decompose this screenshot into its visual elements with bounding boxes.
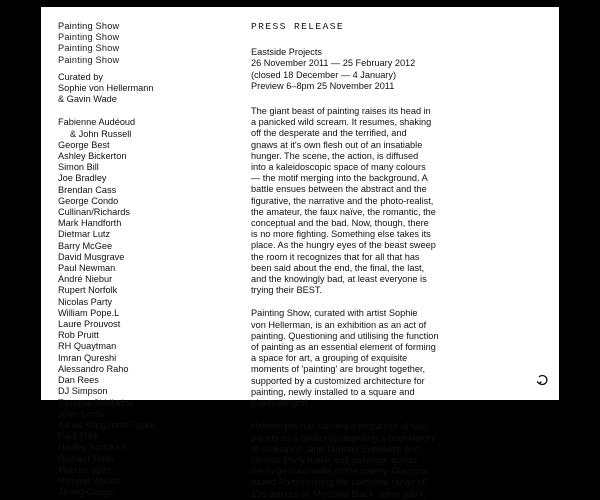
artist-name: Hayley Tompkins [58,442,128,453]
artist-name: Dietmar Lutz [58,229,111,240]
artist-name: Ashley Bickerton [58,151,127,162]
text-line: Hellermann has painted a sequence of wall [251,421,427,432]
paragraph-1 [251,106,541,296]
artist-name: Zheng Guogu [58,487,115,498]
text-line: battle ensues between the abstract and the [251,184,427,195]
artist-name: George Best [58,139,110,150]
text-line: 136 colours of 'Montana Black' spray paint, [251,488,426,499]
paragraph-3 [251,421,541,499]
show-title-echo: Painting Show [58,32,120,43]
venue-details [251,47,541,92]
artist-name: Rupert Norfolk [58,285,118,296]
artist-name: Cullinan/Richards [58,207,131,218]
artist-name: DJ Simpson [58,386,108,397]
text-line: a panicked wild scream. It resumes, shaking [251,117,432,128]
artist-name: Alexis Marguerite Teplin [58,419,156,430]
left-column [58,21,258,498]
press-release-heading: PRESS RELEASE [251,21,345,32]
artist-name: Paul Newman [58,263,116,274]
curated-line: & Gavin Wade [58,94,117,105]
artist-name: David Musgrave [58,251,125,262]
artist-name: RH Quaytman [58,341,117,352]
artist-name: Alessandro Raho [58,363,129,374]
text-line: — the motif merging into the background. A [251,173,428,184]
text-line: trying their BEST. [251,285,322,296]
text-line: gnaws at it's own flesh out of an insatiable [251,139,423,150]
artist-name: Brendan Cass [58,184,117,195]
show-title [58,21,258,66]
right-column [251,21,541,500]
text-line: Nicolas Party make wall paintings across [251,454,418,465]
press-release-page [41,7,559,499]
show-title-echo: Painting Show [58,43,120,54]
artist-name: André Niebur [58,274,113,285]
text-line: figurative, the narrative and the photo-realist, [251,195,434,206]
artist-name: Josh Smith [58,408,104,419]
artist-name: Mark Handforth [58,218,122,229]
text-line: Painting Show, curated with artist Sophie [251,308,418,319]
text-line: painting, newly installed to a square and [251,386,415,397]
artist-name: Simon Bill [58,162,99,173]
text-line: The giant beast of painting raises its head in [251,106,431,117]
text-line: a space for art, a grouping of exquisite [251,353,408,364]
show-title-echo: Painting Show [58,54,120,65]
text-line: been said about the end, the final, the last, [251,262,425,273]
text-line: place. As the hungry eyes of the beast sweep [251,240,436,251]
artist-name: Nicolas Party [58,296,113,307]
text-line: von Hellerman, is an exhibition as an act of [251,319,427,330]
artist-name: Richard Woods [58,475,121,486]
text-line: the room it recognizes that for all that has [251,251,420,262]
show-title-line: Painting Show [58,21,120,31]
artist-name: Joe Bradley [58,173,107,184]
return-arrow-icon[interactable] [536,373,550,387]
venue-line: 26 November 2011 — 25 February 2012 [251,58,416,69]
artist-name: Fabienne Audéoud [58,117,136,128]
artist-name: Dan Rees [58,375,99,386]
text-line: conceptual and the bad. Now, though, there [251,218,429,229]
text-line: panels as a backdrop depicting a brief history [251,432,436,443]
curators [58,72,258,106]
artist-name: Tamuna Sirbiladze [58,397,134,408]
artist-name: William Pope.L [58,307,120,318]
curated-line: Curated by [58,71,103,82]
text-line: moments of 'painting' are brought together, [251,364,426,375]
text-line: of painting as an essential element of forming [251,342,436,353]
text-line: painting. Questioning and utilising the function [251,330,439,341]
venue-line: Preview 6–8pm 25 November 2011 [251,80,395,91]
text-line: the large main walls of the gallery. Glasgow [251,466,428,477]
text-line: supported by a customized architecture for [251,375,425,386]
curated-line: Sophie von Hellermann [58,83,154,94]
text-line: is no more fighting. Something else takes its [251,229,431,240]
venue-line: Eastside Projects [251,47,322,58]
text-line: hunger. The scene, the action, is diffused [251,150,419,161]
artist-name: Barry McGee [58,240,113,251]
text-line: into a kaleidoscopic space of many colours [251,162,426,173]
artist-list [58,117,258,498]
text-line: and the knowingly bad, at least everyone is [251,274,427,285]
text-line: of civilization, and Tamuna Sirbiladze and [251,443,420,454]
artist-name: Laure Prouvost [58,319,121,330]
text-line: the amateur, the faux naïve, the romantic, the [251,206,436,217]
venue-line: (closed 18 December — 4 January) [251,69,397,80]
text-line: off the desperate and the terrified, and [251,128,407,139]
artist-name: George Condo [58,195,119,206]
text-line: based Party is using the complete range of [251,477,426,488]
artist-name: Richard Tuttle [58,453,115,464]
paragraph-2 [251,308,541,409]
artist-name: & John Russell [70,128,132,139]
artist-name: Rob Pruitt [58,330,99,341]
artist-name: Imran Qureshi [58,352,117,363]
artist-name: Markus Vater [58,464,112,475]
text-line: triangular grid. [251,398,310,409]
artist-name: Paul Thek [58,431,100,442]
